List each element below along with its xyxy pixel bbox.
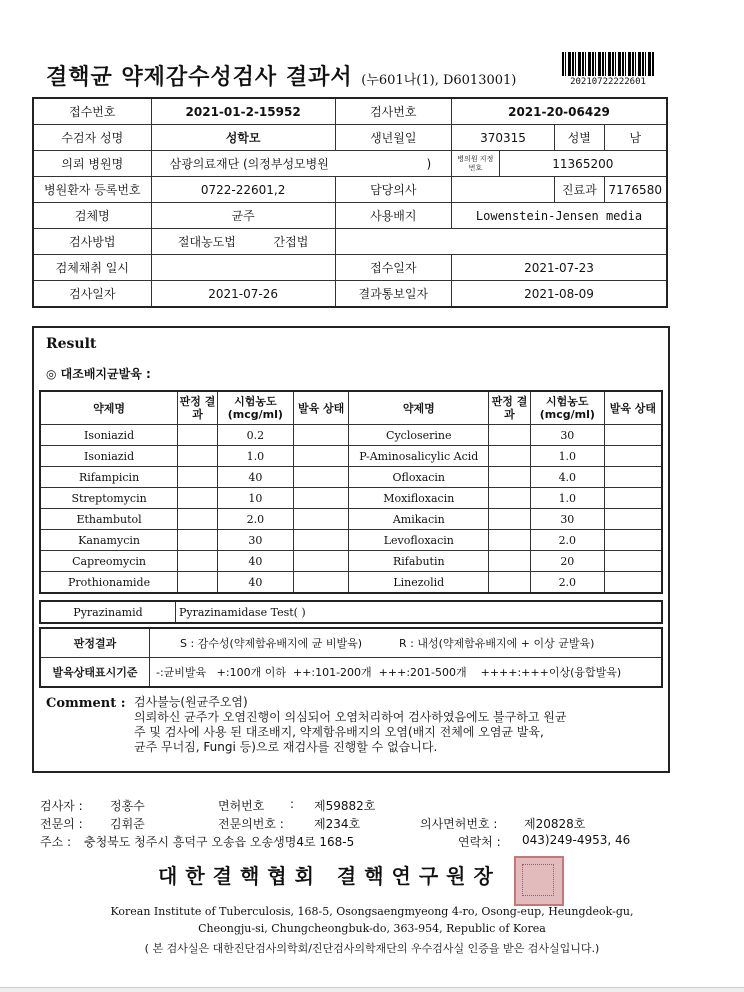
tester-name: 정홍수 — [110, 799, 145, 813]
col-drug-name: 약제명 — [349, 391, 489, 425]
collection-date-value — [151, 255, 335, 281]
judgment-legend-label: 판정결과 — [40, 628, 150, 658]
expert-no: 제234호 — [314, 817, 361, 831]
receipt-no-value: 2021-01-2-15952 — [151, 98, 335, 125]
concentration-right: 4.0 — [530, 467, 604, 488]
drug-name-left: Streptomycin — [40, 488, 178, 509]
birthdate-value: 370315 — [452, 125, 555, 151]
specimen-label: 검체명 — [33, 203, 151, 229]
pyrazinamidase-test: Pyrazinamidase Test( ) — [176, 601, 663, 623]
legend-row — [40, 658, 662, 688]
concentration-right: 30 — [530, 425, 604, 446]
license-number: 제59882호 — [314, 799, 376, 813]
english-address-line2: Cheongju-si, Chungcheongbuk-do, 363-954, Republic of Korea — [198, 922, 546, 935]
test-no-label: 검사번호 — [335, 98, 451, 125]
header-row — [33, 229, 667, 255]
header-table — [32, 97, 668, 308]
col-growth: 발육 상태 — [604, 391, 662, 425]
drug-name-left: Kanamycin — [40, 530, 178, 551]
report-date-label: 결과통보일자 — [335, 281, 451, 308]
growth-right — [604, 488, 662, 509]
drug-name-left: Isoniazid — [40, 446, 178, 467]
judgment-right — [489, 551, 531, 572]
pyrazinamid-label: Pyrazinamid — [40, 601, 176, 623]
method-indirect: 간접법 — [273, 235, 309, 249]
drug-name-left: Ethambutol — [40, 509, 178, 530]
col-judgment: 판정 결과 — [178, 391, 218, 425]
drug-name-left: Isoniazid — [40, 425, 178, 446]
judgment-legend-text — [150, 628, 663, 658]
birthdate-label: 생년월일 — [335, 125, 451, 151]
hospital-value — [151, 151, 451, 177]
drug-row — [40, 446, 662, 467]
address-label: 주소 : — [40, 835, 72, 849]
organization-name: 대한결핵협회 결핵연구원장 — [158, 864, 501, 888]
comment-text — [134, 695, 654, 755]
registration-no-label: 병원환자 등록번호 — [33, 177, 151, 203]
pyrazinamid-row — [40, 601, 662, 623]
judgment-left — [178, 551, 218, 572]
judgment-right — [489, 467, 531, 488]
hospital-code-value: 11365200 — [499, 151, 667, 177]
contact-value: 043)249-4953, 46 — [522, 833, 631, 847]
drug-row — [40, 467, 662, 488]
hospital-name: 삼광의료재단 (의정부성모병원 — [169, 157, 329, 171]
medium-value: Lowenstein-Jensen media — [452, 203, 668, 229]
concentration-right: 2.0 — [530, 572, 604, 594]
expert-label: 전문의 : — [40, 817, 83, 831]
method-label: 검사방법 — [33, 229, 151, 255]
concentration-right: 30 — [530, 509, 604, 530]
drug-name-right: Linezolid — [349, 572, 489, 594]
sex-value: 남 — [604, 125, 667, 151]
header-row — [33, 177, 667, 203]
english-address-line1: Korean Institute of Tuberculosis, 168-5, Osongsaengmyeong 4-ro, Osong-eup, Heungdeok-gu, — [110, 905, 634, 918]
doctor-license-label: 의사면허번호 : — [420, 817, 498, 831]
judgment-left — [178, 509, 218, 530]
test-date-value: 2021-07-26 — [151, 281, 335, 308]
drug-name-left: Rifampicin — [40, 467, 178, 488]
title-code: (누601나(1), D6013001) — [361, 73, 517, 88]
department-label: 진료과 — [555, 177, 604, 203]
receipt-date-value: 2021-07-23 — [452, 255, 668, 281]
drug-name-right: Cycloserine — [349, 425, 489, 446]
col-concentration: 시험농도 (mcg/ml) — [217, 391, 293, 425]
method-absolute: 절대농도법 — [177, 235, 236, 249]
test-no-value: 2021-20-06429 — [452, 98, 668, 125]
col-drug-name: 약제명 — [40, 391, 178, 425]
judgment-right — [489, 446, 531, 467]
judgment-right — [489, 509, 531, 530]
growth-right — [604, 425, 662, 446]
page-bottom-edge — [0, 987, 744, 992]
hospital-label: 의뢰 병원명 — [33, 151, 151, 177]
col-concentration: 시험농도 (mcg/ml) — [530, 391, 604, 425]
drug-row — [40, 530, 662, 551]
drug-name-left: Prothionamide — [40, 572, 178, 594]
concentration-right: 1.0 — [530, 446, 604, 467]
report-date-value: 2021-08-09 — [452, 281, 668, 308]
barcode — [562, 52, 654, 76]
patient-name-label: 수검자 성명 — [33, 125, 151, 151]
tester-label: 검사자 : — [40, 799, 83, 813]
header-row — [33, 203, 667, 229]
title-main: 결핵균 약제감수성검사 결과서 — [46, 64, 353, 90]
growth-right — [604, 509, 662, 530]
concentration-left: 2.0 — [217, 509, 293, 530]
department-value: 7176580 — [604, 177, 667, 203]
drug-name-right: Rifabutin — [349, 551, 489, 572]
growth-right — [604, 467, 662, 488]
license-colon: : — [290, 797, 295, 811]
growth-left — [293, 446, 349, 467]
judgment-left — [178, 467, 218, 488]
test-date-label: 검사일자 — [33, 281, 151, 308]
drug-table-header — [40, 391, 662, 425]
method-value — [151, 229, 335, 255]
drug-name-right: Ofloxacin — [349, 467, 489, 488]
drug-table-body — [40, 425, 662, 594]
header-row — [33, 125, 667, 151]
drug-name-right: Levofloxacin — [349, 530, 489, 551]
collection-date-label: 검체채취 일시 — [33, 255, 151, 281]
control-growth-heading: ◎ 대조배지균발육 : — [46, 367, 151, 381]
judgment-left — [178, 425, 218, 446]
drug-name-right: Moxifloxacin — [349, 488, 489, 509]
legend-table — [39, 627, 663, 688]
concentration-left: 40 — [217, 572, 293, 594]
growth-left — [293, 467, 349, 488]
result-title: Result — [46, 336, 97, 352]
drug-name-right: P-Aminosalicylic Acid — [349, 446, 489, 467]
judgment-right — [489, 488, 531, 509]
comment-line: 검사불능(원균주오염) — [134, 695, 248, 709]
legend-row — [40, 628, 662, 658]
drug-row — [40, 551, 662, 572]
doctor-license-number: 제20828호 — [524, 817, 586, 831]
comment-label: Comment : — [46, 696, 126, 711]
official-seal-stamp — [514, 856, 564, 906]
specimen-value: 균주 — [151, 203, 335, 229]
license-label: 면허번호 — [218, 799, 265, 813]
drug-row — [40, 488, 662, 509]
method-empty — [335, 229, 667, 255]
col-growth: 발육 상태 — [293, 391, 349, 425]
col-judgment: 판정 결과 — [489, 391, 531, 425]
expert-name: 김휘준 — [110, 817, 145, 831]
comment-line: 균주 무너짐, Fungi 등)으로 재검사를 진행할 수 없습니다. — [134, 740, 438, 754]
growth-left — [293, 530, 349, 551]
drug-name-left: Capreomycin — [40, 551, 178, 572]
judgment-right — [489, 425, 531, 446]
sex-label: 성별 — [555, 125, 604, 151]
concentration-right: 20 — [530, 551, 604, 572]
header-row — [33, 151, 667, 177]
address-value: 충청북도 청주시 흥덕구 오송읍 오송생명4로 168-5 — [84, 835, 355, 849]
drug-row — [40, 572, 662, 594]
contact-label: 연락처 : — [458, 835, 501, 849]
header-row — [33, 281, 667, 308]
growth-right — [604, 551, 662, 572]
judgment-r: R : 내성(약제함유배지에 + 이상 균발육) — [399, 637, 595, 650]
certification-note: ( 본 검사실은 대한진단검사의학회/진단검사의학재단의 우수검사실 인증을 받은 검사실입니다.) — [144, 942, 600, 955]
growth-legend-text: -:균비발육 +:100개 이하 ++:101-200개 +++:201-500개 ++++:+++이상(융합발육) — [150, 658, 663, 688]
registration-no-value: 0722-22601,2 — [151, 177, 335, 203]
growth-right — [604, 572, 662, 594]
concentration-left: 40 — [217, 551, 293, 572]
comment-line: 의뢰하신 균주가 오염진행이 의심되어 오염처리하여 검사하였음에도 불구하고 원균 — [134, 710, 567, 724]
concentration-left: 0.2 — [217, 425, 293, 446]
medium-label: 사용배지 — [335, 203, 451, 229]
growth-left — [293, 509, 349, 530]
growth-left — [293, 572, 349, 594]
growth-right — [604, 446, 662, 467]
expert-no-label: 전문의번호 : — [218, 817, 284, 831]
barcode-number: 20210722222601 — [570, 77, 646, 87]
concentration-left: 10 — [217, 488, 293, 509]
comment-line: 주 및 검사에 사용 된 대조배지, 약제함유배지의 오염(배지 전체에 오염균 발육, — [134, 725, 544, 739]
doctor-value — [452, 177, 555, 203]
growth-left — [293, 551, 349, 572]
hospital-paren: ) — [426, 157, 432, 171]
judgment-left — [178, 488, 218, 509]
receipt-date-label: 접수일자 — [335, 255, 451, 281]
header-row — [33, 255, 667, 281]
receipt-no-label: 접수번호 — [33, 98, 151, 125]
pyrazinamid-table — [39, 600, 663, 624]
patient-name-value: 성학모 — [151, 125, 335, 151]
drug-table — [39, 390, 663, 594]
document-title — [46, 60, 516, 91]
growth-left — [293, 488, 349, 509]
header-row — [33, 98, 667, 125]
judgment-right — [489, 572, 531, 594]
growth-legend-label: 발육상태표시기준 — [40, 658, 150, 688]
judgment-left — [178, 530, 218, 551]
concentration-left: 30 — [217, 530, 293, 551]
hospital-code-label: 병의원 지정번호 — [452, 151, 500, 177]
drug-row — [40, 509, 662, 530]
concentration-right: 2.0 — [530, 530, 604, 551]
drug-row — [40, 425, 662, 446]
concentration-left: 40 — [217, 467, 293, 488]
concentration-left: 1.0 — [217, 446, 293, 467]
drug-name-right: Amikacin — [349, 509, 489, 530]
doctor-label: 담당의사 — [335, 177, 451, 203]
judgment-left — [178, 446, 218, 467]
judgment-left — [178, 572, 218, 594]
concentration-right: 1.0 — [530, 488, 604, 509]
growth-right — [604, 530, 662, 551]
judgment-s: S : 감수성(약제함유배지에 균 비발육) — [180, 637, 363, 650]
growth-left — [293, 425, 349, 446]
judgment-right — [489, 530, 531, 551]
